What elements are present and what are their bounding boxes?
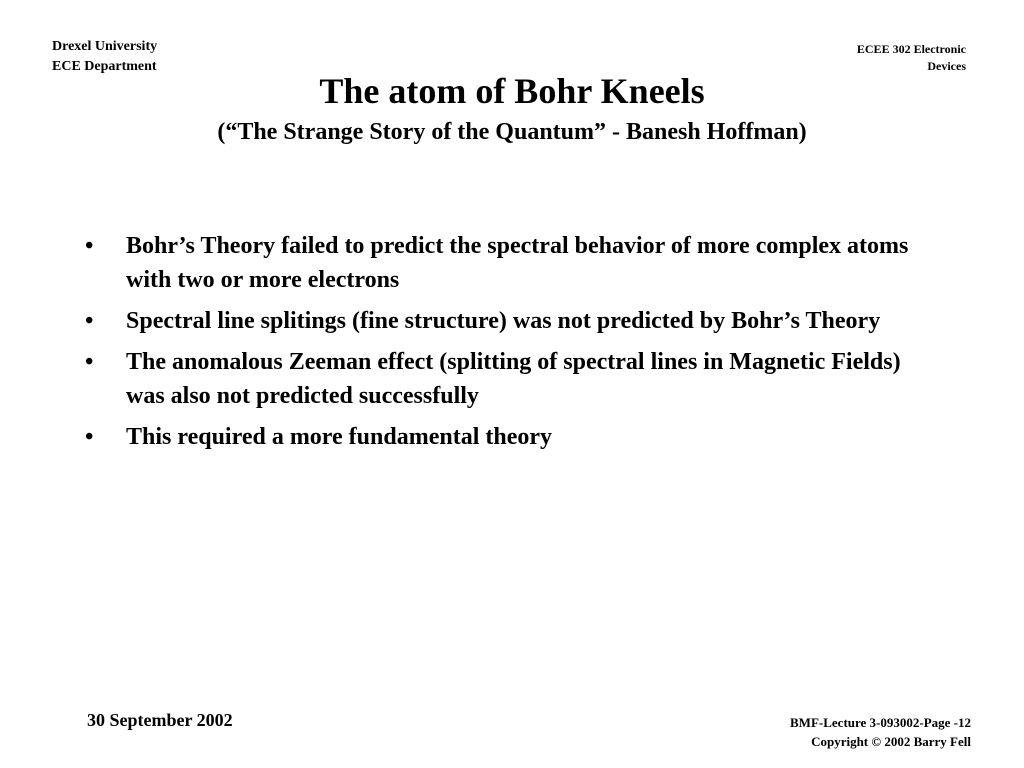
bullet-icon: • (85, 424, 94, 450)
bullet-item (85, 420, 945, 454)
course-name-line1: ECEE 302 Electronic (856, 42, 966, 56)
bullet-text: The anomalous Zeeman effect (splitting of spectral lines in Magnetic Fields) was also not predicted successfully (126, 349, 901, 409)
bullet-list (85, 229, 945, 461)
bullet-text: This required a more fundamental theory (126, 424, 553, 450)
bullet-text: Spectral line splitings (fine structure) was not predicted by Bohr’s Theory (126, 308, 881, 334)
footer-date: 30 September 2002 (87, 710, 233, 730)
bullet-icon: • (85, 349, 94, 375)
bullet-item (85, 229, 945, 297)
institution-name: Drexel University (52, 39, 158, 54)
department-name: ECE Department (52, 59, 157, 74)
footer-credits (571, 713, 971, 751)
bullet-item (85, 345, 945, 413)
lecture-page-id: BMF-Lecture 3-093002-Page -12 (790, 715, 971, 730)
slide-subtitle: (“The Strange Story of the Quantum” - Banesh Hoffman) (217, 119, 807, 145)
bullet-icon: • (85, 233, 94, 259)
bullet-item (85, 304, 945, 338)
copyright-notice: Copyright © 2002 Barry Fell (811, 734, 971, 749)
slide-title: The atom of Bohr Kneels (319, 71, 705, 111)
bullet-icon: • (85, 308, 94, 334)
bullet-text: Bohr’s Theory failed to predict the spectral behavior of more complex atoms with two or more electrons (126, 233, 909, 293)
course-name-line2: Devices (927, 59, 966, 73)
